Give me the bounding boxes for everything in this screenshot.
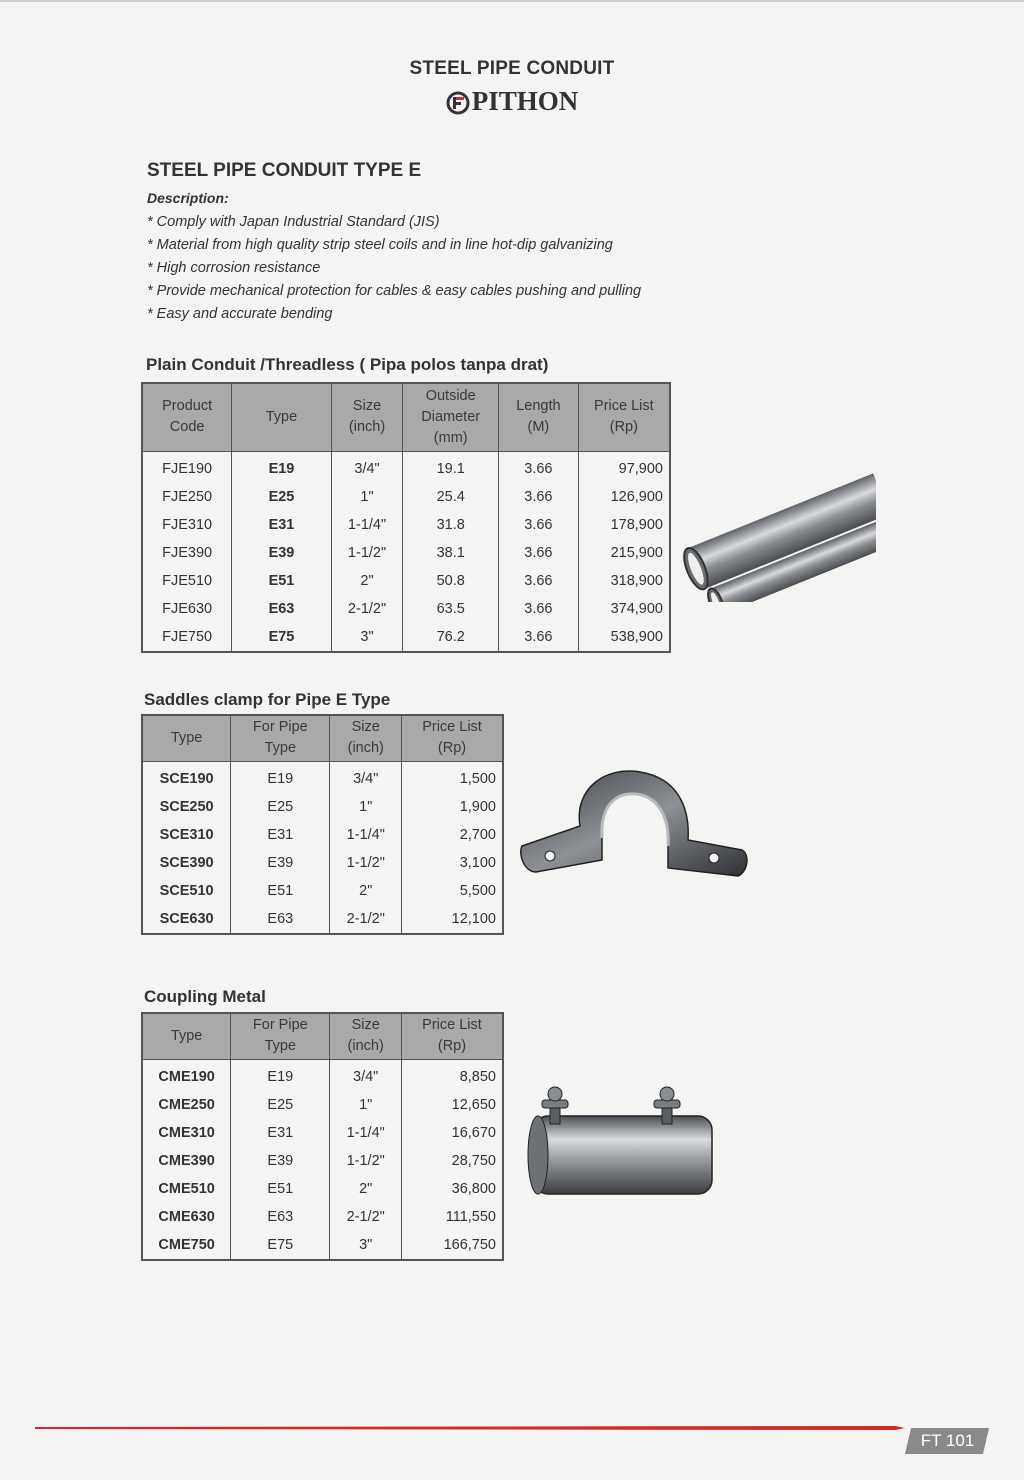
cell-price: 2,700	[402, 821, 503, 849]
cell-for-pipe: E51	[231, 1175, 330, 1203]
brand-name: PITHON	[471, 86, 579, 116]
header-product-code: Product Code	[142, 383, 232, 451]
description-label: Description:	[147, 190, 229, 206]
table-row	[142, 511, 670, 539]
cell-type: CME390	[142, 1147, 231, 1175]
table-row	[142, 483, 670, 511]
plain-conduit-title: Plain Conduit /Threadless ( Pipa polos tanpa drat)	[146, 355, 549, 374]
saddle-clamp-image	[518, 768, 753, 888]
cell-length: 3.66	[499, 451, 579, 483]
cell-size: 3/4"	[330, 761, 402, 793]
cell-size: 1-1/4"	[330, 1119, 402, 1147]
cell-for-pipe: E31	[231, 821, 330, 849]
table-row	[142, 849, 503, 877]
cell-type: E51	[232, 567, 331, 595]
table-row	[142, 793, 503, 821]
cell-length: 3.66	[499, 511, 579, 539]
header-for-pipe: For Pipe Type	[231, 1013, 330, 1059]
table-row	[142, 1231, 503, 1260]
cell-length: 3.66	[499, 623, 579, 652]
cell-size: 1-1/2"	[330, 1147, 402, 1175]
cell-product-code: FJE510	[142, 567, 232, 595]
table-header-row	[142, 383, 670, 451]
cell-size: 2-1/2"	[330, 905, 402, 934]
cell-size: 1"	[330, 793, 402, 821]
cell-for-pipe: E39	[231, 849, 330, 877]
cell-size: 2"	[331, 567, 403, 595]
cell-type: CME750	[142, 1231, 231, 1260]
cell-length: 3.66	[499, 567, 579, 595]
cell-type: E19	[232, 451, 331, 483]
table-row	[142, 1091, 503, 1119]
page-number: FT 101	[920, 1431, 975, 1450]
cell-for-pipe: E19	[231, 761, 330, 793]
header-size: Size (inch)	[330, 1013, 402, 1059]
cell-price: 318,900	[578, 567, 670, 595]
cell-price: 166,750	[401, 1231, 503, 1260]
cell-type: CME510	[142, 1175, 231, 1203]
header-type: Type	[142, 715, 231, 761]
saddles-table	[141, 714, 504, 935]
cell-type: CME190	[142, 1059, 231, 1091]
cell-type: E31	[232, 511, 331, 539]
cell-outside-diameter: 25.4	[403, 483, 499, 511]
description-item: * Material from high quality strip steel coils and in line hot-dip galvanizing	[147, 237, 613, 253]
table-row	[142, 1203, 503, 1231]
header-type: Type	[232, 383, 331, 451]
saddles-title: Saddles clamp for Pipe E Type	[144, 690, 391, 709]
table-header-row	[142, 715, 503, 761]
table-header-row	[142, 1013, 503, 1059]
header-type: Type	[142, 1013, 231, 1059]
cell-size: 1-1/4"	[330, 821, 402, 849]
table-row	[142, 451, 670, 483]
cell-type: CME630	[142, 1203, 231, 1231]
description-item: * Easy and accurate bending	[147, 306, 333, 322]
cell-outside-diameter: 38.1	[403, 539, 499, 567]
cell-price: 8,850	[401, 1059, 503, 1091]
brand-logo	[0, 86, 1024, 117]
cell-price: 5,500	[402, 877, 503, 905]
header-outside-diameter: Outside Diameter (mm)	[403, 383, 499, 451]
table-row	[142, 623, 670, 652]
cell-price: 16,670	[401, 1119, 503, 1147]
cell-type: E75	[232, 623, 331, 652]
cell-type: SCE250	[142, 793, 231, 821]
table-row	[142, 1147, 503, 1175]
cell-price: 1,500	[402, 761, 503, 793]
cell-for-pipe: E63	[231, 905, 330, 934]
cell-price: 111,550	[401, 1203, 503, 1231]
cell-type: E63	[232, 595, 331, 623]
cell-outside-diameter: 31.8	[403, 511, 499, 539]
description-list	[147, 212, 641, 327]
header-price: Price List (Rp)	[578, 383, 670, 451]
cell-type: SCE630	[142, 905, 231, 934]
table-row	[142, 905, 503, 934]
cell-outside-diameter: 50.8	[403, 567, 499, 595]
cell-size: 3"	[331, 623, 403, 652]
coupling-table	[141, 1012, 504, 1261]
cell-for-pipe: E25	[231, 1091, 330, 1119]
cell-size: 2"	[330, 877, 402, 905]
table-row	[142, 595, 670, 623]
cell-size: 3/4"	[330, 1059, 402, 1091]
cell-price: 12,100	[402, 905, 503, 934]
cell-size: 1"	[331, 483, 403, 511]
cell-type: SCE510	[142, 877, 231, 905]
table-row	[142, 1175, 503, 1203]
header-price: Price List (Rp)	[402, 715, 503, 761]
cell-size: 2-1/2"	[331, 595, 403, 623]
cell-product-code: FJE390	[142, 539, 232, 567]
section-title: STEEL PIPE CONDUIT TYPE E	[147, 160, 422, 181]
cell-price: 12,650	[401, 1091, 503, 1119]
description-item: * Provide mechanical protection for cables & easy cables pushing and pulling	[147, 283, 642, 299]
cell-type: CME310	[142, 1119, 231, 1147]
cell-price: 374,900	[578, 595, 670, 623]
table-row	[142, 539, 670, 567]
cell-for-pipe: E39	[231, 1147, 330, 1175]
top-edge	[0, 0, 1024, 2]
description-item: * High corrosion resistance	[147, 260, 321, 276]
cell-for-pipe: E51	[231, 877, 330, 905]
footer-divider	[35, 1425, 905, 1431]
cell-outside-diameter: 63.5	[403, 595, 499, 623]
table-row	[142, 821, 503, 849]
cell-length: 3.66	[499, 483, 579, 511]
cell-size: 1-1/4"	[331, 511, 403, 539]
plain-conduit-table	[141, 382, 671, 653]
cell-size: 1-1/2"	[330, 849, 402, 877]
cell-price: 28,750	[401, 1147, 503, 1175]
pithon-logo-icon	[446, 91, 470, 115]
coupling-title: Coupling Metal	[144, 987, 266, 1006]
header-size: Size (inch)	[331, 383, 403, 451]
cell-price: 1,900	[402, 793, 503, 821]
cell-for-pipe: E19	[231, 1059, 330, 1091]
description-item: * Comply with Japan Industrial Standard (JIS)	[147, 214, 440, 230]
cell-size: 1-1/2"	[331, 539, 403, 567]
cell-size: 3/4"	[331, 451, 403, 483]
cell-price: 97,900	[578, 451, 670, 483]
page-title: STEEL PIPE CONDUIT	[409, 58, 615, 79]
cell-type: E25	[232, 483, 331, 511]
cell-size: 2-1/2"	[330, 1203, 402, 1231]
cell-for-pipe: E31	[231, 1119, 330, 1147]
cell-length: 3.66	[499, 539, 579, 567]
cell-product-code: FJE750	[142, 623, 232, 652]
table-row	[142, 1119, 503, 1147]
cell-for-pipe: E75	[231, 1231, 330, 1260]
cell-length: 3.66	[499, 595, 579, 623]
cell-for-pipe: E63	[231, 1203, 330, 1231]
cell-price: 178,900	[578, 511, 670, 539]
cell-outside-diameter: 76.2	[403, 623, 499, 652]
header-size: Size (inch)	[330, 715, 402, 761]
table-row	[142, 567, 670, 595]
cell-price: 538,900	[578, 623, 670, 652]
cell-price: 36,800	[401, 1175, 503, 1203]
cell-price: 126,900	[578, 483, 670, 511]
cell-size: 2"	[330, 1175, 402, 1203]
cell-type: E39	[232, 539, 331, 567]
table-row	[142, 877, 503, 905]
cell-price: 3,100	[402, 849, 503, 877]
conduit-pipe-image	[676, 452, 876, 602]
cell-for-pipe: E25	[231, 793, 330, 821]
cell-price: 215,900	[578, 539, 670, 567]
cell-outside-diameter: 19.1	[403, 451, 499, 483]
coupling-image	[522, 1082, 722, 1202]
header-length: Length (M)	[499, 383, 579, 451]
cell-type: SCE310	[142, 821, 231, 849]
cell-product-code: FJE630	[142, 595, 232, 623]
table-row	[142, 761, 503, 793]
cell-product-code: FJE190	[142, 451, 232, 483]
page-number-badge	[905, 1427, 990, 1455]
cell-product-code: FJE310	[142, 511, 232, 539]
header-price: Price List (Rp)	[401, 1013, 503, 1059]
cell-size: 3"	[330, 1231, 402, 1260]
cell-type: SCE190	[142, 761, 231, 793]
cell-size: 1"	[330, 1091, 402, 1119]
header-for-pipe: For Pipe Type	[231, 715, 330, 761]
cell-type: CME250	[142, 1091, 231, 1119]
table-row	[142, 1059, 503, 1091]
cell-type: SCE390	[142, 849, 231, 877]
cell-product-code: FJE250	[142, 483, 232, 511]
